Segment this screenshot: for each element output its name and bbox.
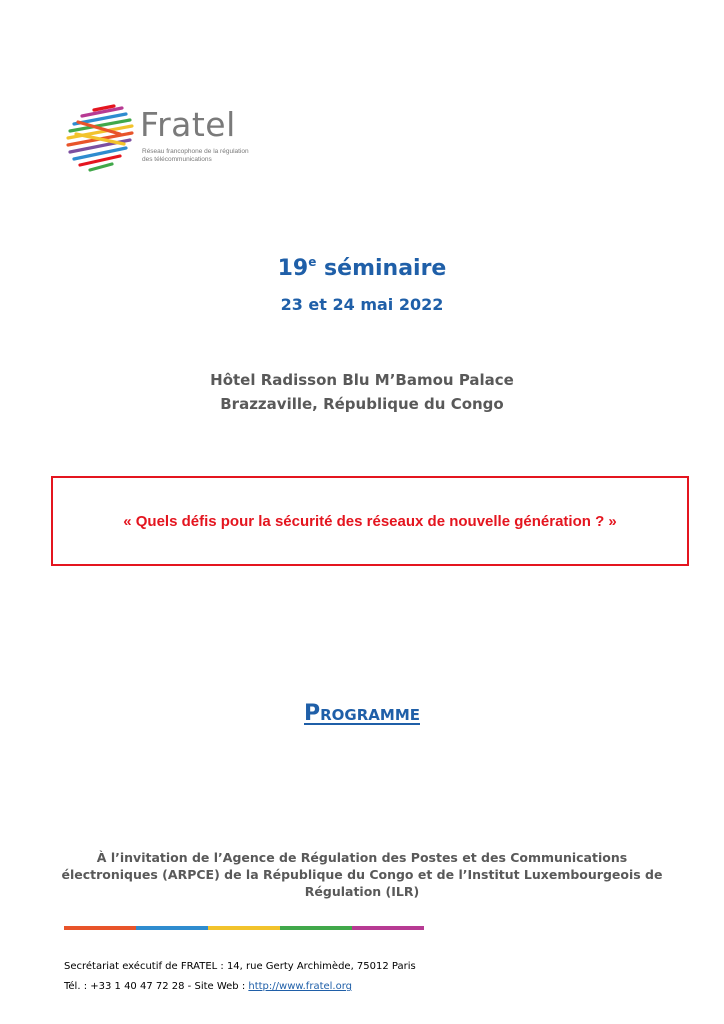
venue-hotel: Hôtel Radisson Blu M’Bamou Palace [210,371,514,389]
seminar-number: 19 [277,256,309,281]
footer-address: Secrétariat exécutif de FRATEL : 14, rue Gerty Archimède, 75012 Paris [64,961,416,972]
theme-box [51,476,689,566]
seminar-title [0,255,724,281]
footer-contact [64,977,416,997]
color-bar [64,926,424,930]
logo-tagline-line1: Réseau francophone de la régulation [142,148,249,155]
programme-heading: Programme [304,701,420,726]
color-bar-segment [280,926,352,930]
invitation-line2: électroniques (ARPCE) de la République du Congo et de l’Institut Luxembourgeois de [61,867,663,882]
logo-wordmark: Fratel [140,105,236,144]
fratel-logo-mark [64,104,136,174]
invitation-line3: Régulation (ILR) [304,884,420,899]
seminar-dates: 23 et 24 mai 2022 [280,295,444,314]
logo-tagline [142,148,272,163]
footer [64,957,416,997]
footer-phone: Tél. : +33 1 40 47 72 28 - Site Web : [64,981,249,992]
website-link[interactable]: http://www.fratel.org [248,981,352,992]
logo-tagline-line2: des télécommunications [142,155,212,163]
color-bar-segment [64,926,136,930]
venue-block [0,368,724,416]
venue-city: Brazzaville, République du Congo [220,395,504,413]
fratel-logo [64,104,264,174]
color-bar-segment [136,926,208,930]
color-bar-segment [352,926,424,930]
seminar-superscript: e [308,255,317,269]
color-bar-segment [208,926,280,930]
invitation-line1: À l’invitation de l’Agence de Régulation des Postes et des Communications [96,850,628,865]
seminar-word: séminaire [316,256,447,281]
invitation-text [60,849,664,900]
theme-question: « Quels défis pour la sécurité des réseaux de nouvelle génération ? » [123,512,617,530]
